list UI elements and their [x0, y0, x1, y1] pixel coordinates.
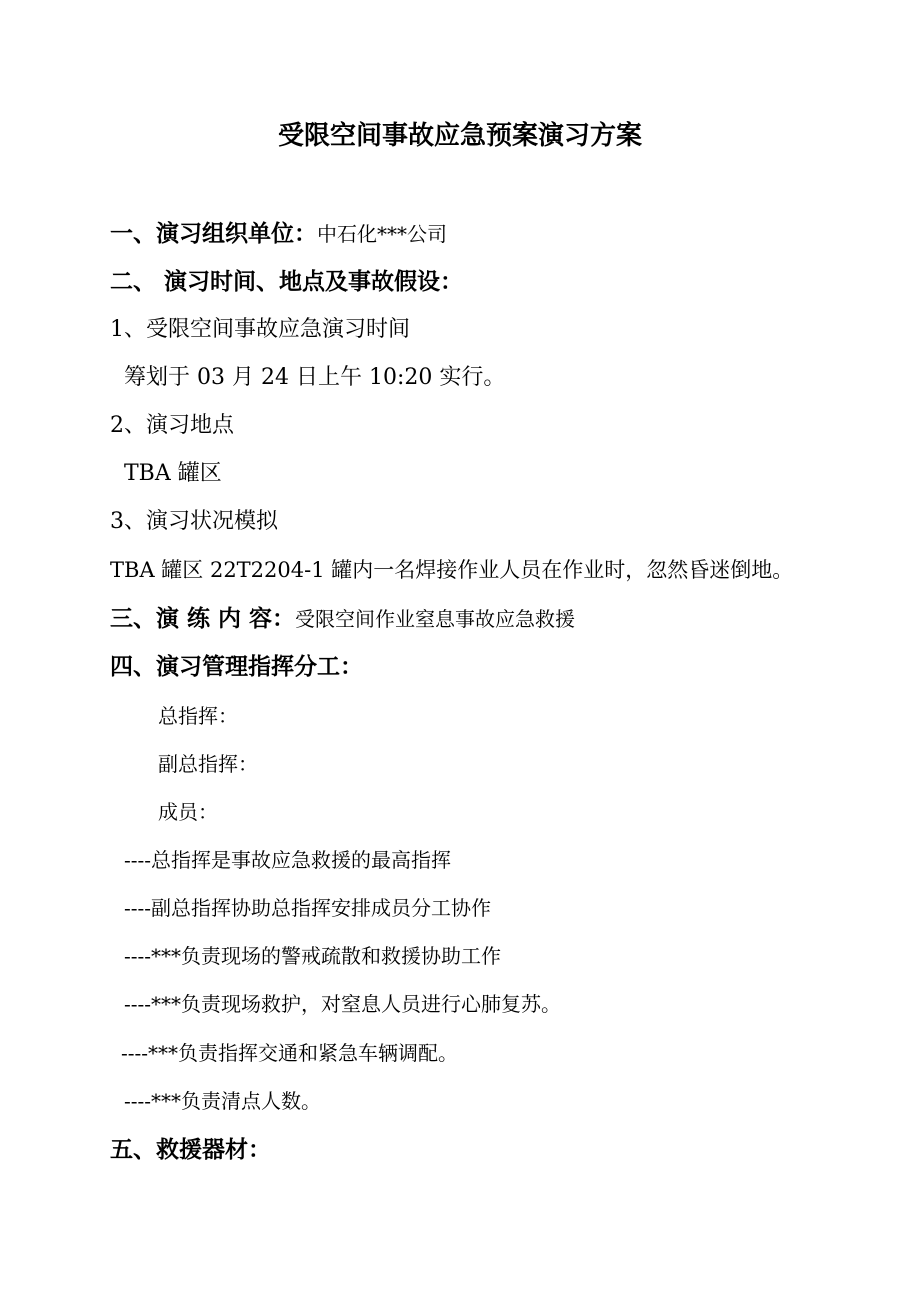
section-5-heading: 五、救援器材：: [110, 1136, 271, 1163]
item-3-title: 3、演习状况模拟: [110, 509, 278, 534]
role-members: 成员：: [158, 800, 218, 824]
section-1-heading: 一、演习组织单位：: [110, 220, 317, 247]
duty-item: ----总指挥是事故应急救援的最高指挥: [124, 848, 452, 872]
item-1-title: 1、受限空间事故应急演习时间: [110, 317, 410, 342]
duty-item: ----***负责清点人数。: [124, 1089, 322, 1113]
item-2-title: 2、演习地点: [110, 413, 234, 438]
section-3-heading: 三、演 练 内 容：: [110, 605, 296, 632]
duty-item: ----***负责指挥交通和紧急车辆调配。: [121, 1041, 459, 1065]
document-title: 受限空间事故应急预案演习方案: [277, 121, 642, 151]
role-deputy-commander: 副总指挥：: [158, 752, 258, 776]
section-3: [110, 604, 575, 635]
duty-item: ----副总指挥协助总指挥安排成员分工协作: [124, 896, 492, 920]
duty-item: ----***负责现场的警戒疏散和救援协助工作: [124, 944, 502, 968]
role-commander: 总指挥：: [158, 704, 238, 728]
duty-item: ----***负责现场救护，对窒息人员进行心肺复苏。: [124, 992, 562, 1016]
section-4-heading: 四、演习管理指挥分工：: [110, 653, 363, 680]
section-1: [110, 219, 447, 250]
item-2-text: TBA 罐区: [124, 461, 222, 486]
drill-content-value: 受限空间作业窒息事故应急救援: [295, 607, 576, 631]
item-1-text: 筹划于 03 月 24 日上午 10:20 实行。: [124, 365, 506, 390]
organizer-value: 中石化***公司: [317, 222, 447, 246]
item-3-text: TBA 罐区 22T2204-1 罐内一名焊接作业人员在作业时，忽然昏迷倒地。: [110, 558, 794, 582]
section-2-heading: 二、 演习时间、地点及事故假设：: [110, 268, 464, 295]
